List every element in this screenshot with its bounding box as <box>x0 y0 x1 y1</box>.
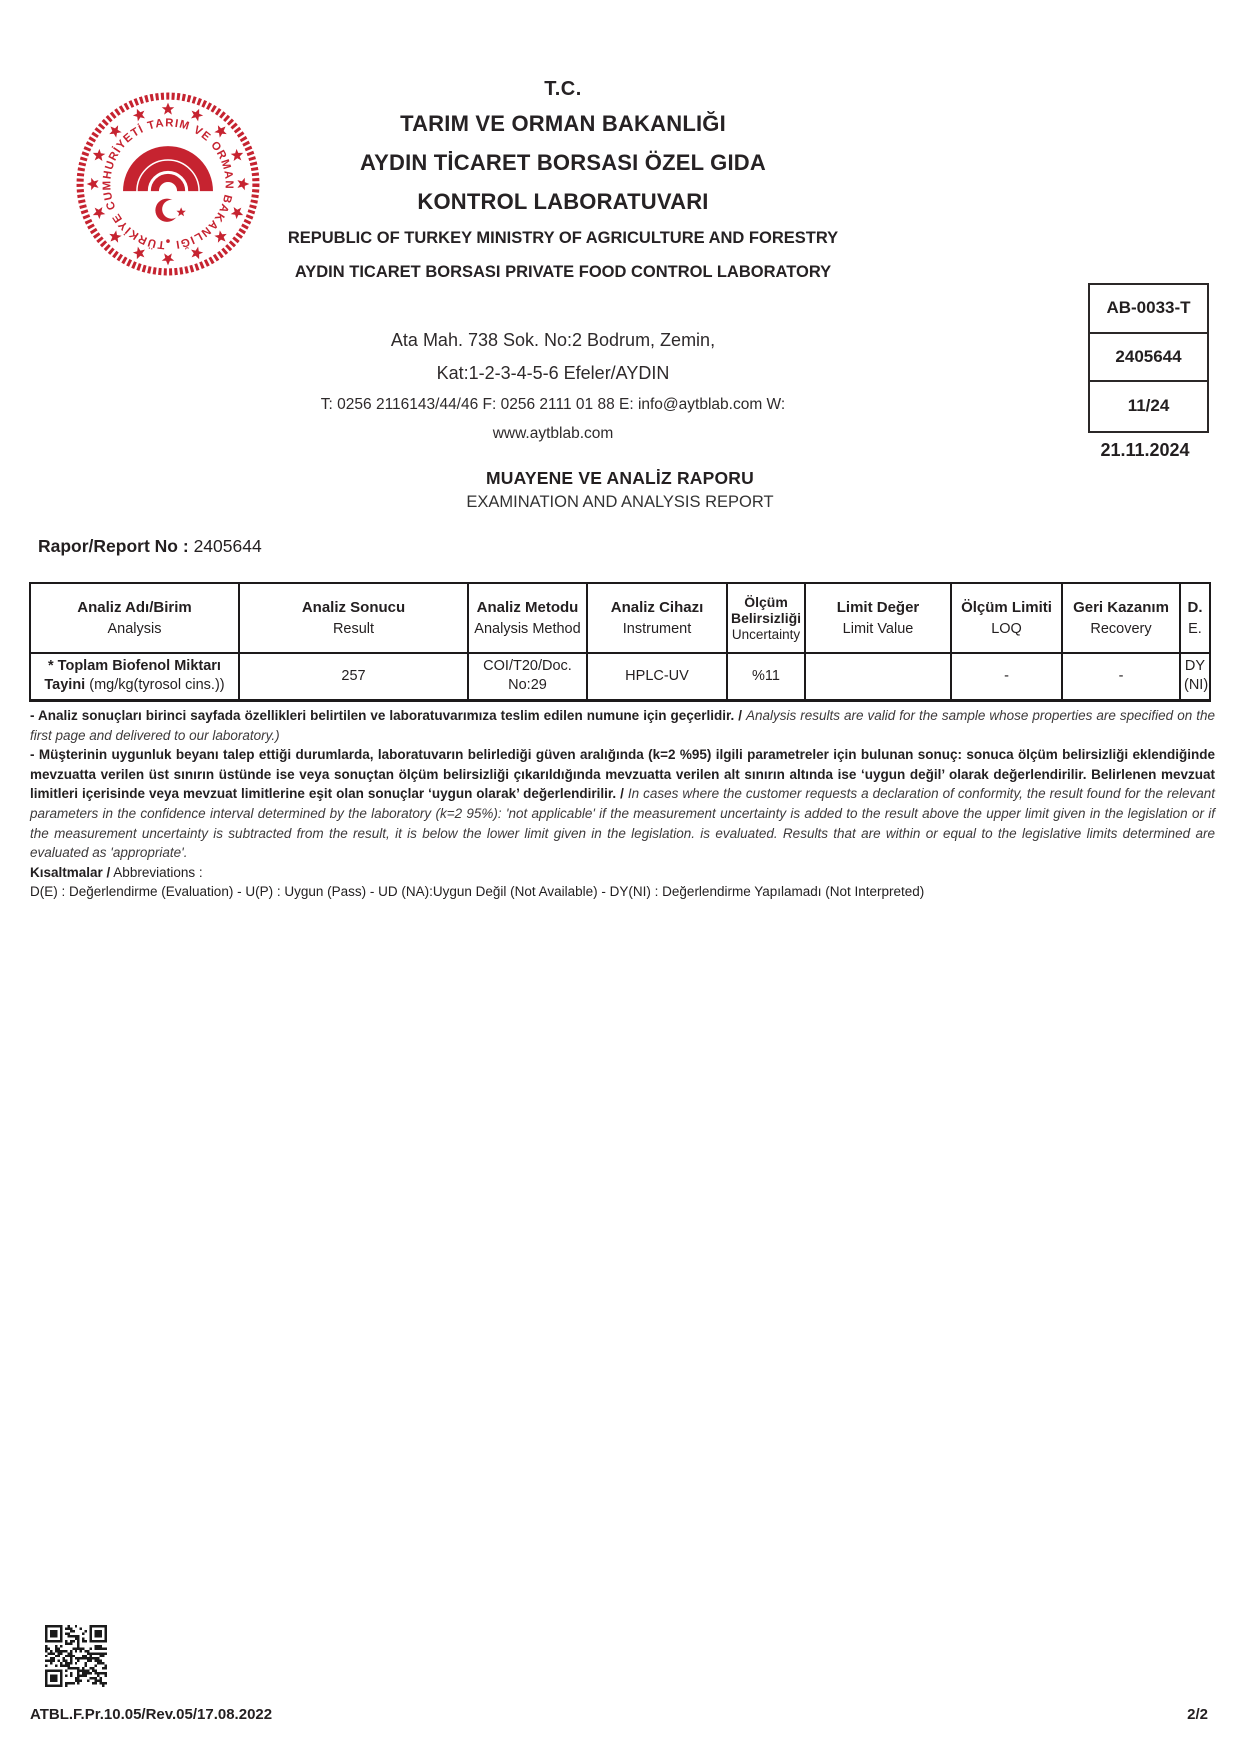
cell-instrument: HPLC-UV <box>587 653 727 700</box>
cell-limit-value <box>805 653 951 700</box>
footer-doc-code: ATBL.F.Pr.10.05/Rev.05/17.08.2022 <box>30 1706 273 1723</box>
info-box <box>1088 283 1209 433</box>
address-block <box>263 324 843 448</box>
col-method: Analiz Metodu Analysis Method <box>468 583 587 653</box>
note-validity: - Analiz sonuçları birinci sayfada özellikleri belirtilen ve laboratuvarımıza teslim edilen numune için geçerlidir. / Analysis results are valid for the sample whose properties are specified on the first page and delivered to our laboratory.) <box>30 708 1215 743</box>
address-line-1: Ata Mah. 738 Sok. No:2 Bodrum, Zemin, <box>390 330 716 350</box>
accreditation-number: AB-0033-T <box>1090 285 1207 334</box>
ministry-emblem-icon <box>72 88 264 280</box>
header-org-line-2: AYDIN TİCARET BORSASI ÖZEL GIDA <box>360 150 766 175</box>
cell-loq: - <box>951 653 1062 700</box>
col-evaluation: D. E. <box>1180 583 1210 653</box>
cell-analysis: * Toplam Biofenol Miktarı Tayini (mg/kg(tyrosol cins.)) <box>30 653 239 700</box>
info-period: 11/24 <box>1127 396 1170 416</box>
cell-method: COI/T20/Doc. No:29 <box>468 653 587 700</box>
abbreviations-line: D(E) : Değerlendirme (Evaluation) - U(P) : Uygun (Pass) - UD (NA):Uygun Değil (Not Available) - DY(NI) : Değerlendirme Yapılamadı (Not Interpreted) <box>30 884 925 900</box>
report-no-label: Rapor/Report No : <box>38 536 189 556</box>
header-en-line-2: AYDIN TICARET BORSASI PRIVATE FOOD CONTROL LABORATORY <box>294 263 832 281</box>
header-org-line-1: TARIM VE ORMAN BAKANLIĞI <box>400 111 726 136</box>
cell-evaluation: DY (NI) <box>1180 653 1210 700</box>
cell-uncertainty: %11 <box>727 653 805 700</box>
footer-page-number: 2/2 <box>1187 1706 1208 1723</box>
report-title-block <box>20 466 1220 514</box>
footnotes <box>30 706 1215 902</box>
crescent-star-icon <box>155 199 185 222</box>
analysis-results-table <box>29 582 1211 702</box>
table-header-row <box>30 583 1210 653</box>
col-instrument: Analiz Cihazı Instrument <box>587 583 727 653</box>
header-en-line-1: REPUBLIC OF TURKEY MINISTRY OF AGRICULTURE AND FORESTRY <box>287 229 839 247</box>
abbreviations-label: Kısaltmalar / Abbreviations : <box>30 864 203 880</box>
col-limit-value: Limit Değer Limit Value <box>805 583 951 653</box>
contact-line: T: 0256 2116143/44/46 F: 0256 2111 01 88 E: info@aytblab.com W: www.aytblab.com <box>320 396 786 442</box>
cell-recovery: - <box>1062 653 1180 700</box>
col-uncertainty: Ölçüm Belirsizliği Uncertainty <box>727 583 805 653</box>
report-no-line <box>38 536 262 557</box>
info-report-number: 2405644 <box>1090 334 1207 383</box>
cell-result: 257 <box>239 653 468 700</box>
emblem-ring-text: TÜRKİYE CUMHURİYETİ TARIM VE ORMAN BAKANLIĞI <box>101 117 235 251</box>
report-date: 21.11.2024 <box>1100 440 1190 460</box>
header-tc: T.C. <box>544 78 582 100</box>
table-row <box>30 653 1210 700</box>
note-conformity: - Müşterinin uygunluk beyanı talep ettiği durumlarda, laboratuvarın belirlediği güven aralığında (k=2 %95) ilgili parametreler için bulunan sonuç: sonuca ölçüm belirsizliği eklendiğinde mevzuatta verilen üst sınırın üstünde ise veya sonuçtan ölçüm belirsizliği çıkarıldığında mevzuatta verilen alt sınırın altında ise ‘uygun değil’ olarak değerlendirilir. Belirlenen mevzuat limitleri içerisinde veya mevzuat limitlerine eşit olan sonuçlar ‘uygun olarak’ değerlendirilir. / In cases where the customer requests a declaration of conformity, the result found for the relevant parameters in the confidence interval determined by the laboratory (k=2 95%): 'not applicable' if the measurement uncertainty is added to the result above the upper limit given in the legislation or if the measurement uncertainty is subtracted from the result, it is below the lower limit given in the legislation. is evaluated. Results that are within or equal to the legislative limits determined are evaluated as 'appropriate'. <box>30 747 1215 861</box>
report-no-value: 2405644 <box>193 536 262 556</box>
emblem-fan-icon <box>130 153 207 191</box>
report-title-tr: MUAYENE VE ANALİZ RAPORU <box>486 468 754 488</box>
col-analysis: Analiz Adı/Birim Analysis <box>30 583 239 653</box>
header <box>263 74 863 289</box>
report-title-en: EXAMINATION AND ANALYSIS REPORT <box>466 493 774 511</box>
emblem-dot <box>166 239 170 243</box>
address-line-2: Kat:1-2-3-4-5-6 Efeler/AYDIN <box>436 363 670 383</box>
qr-code <box>45 1625 107 1687</box>
col-loq: Ölçüm Limiti LOQ <box>951 583 1062 653</box>
col-result: Analiz Sonucu Result <box>239 583 468 653</box>
header-org-line-3: KONTROL LABORATUVARI <box>417 189 709 214</box>
col-recovery: Geri Kazanım Recovery <box>1062 583 1180 653</box>
